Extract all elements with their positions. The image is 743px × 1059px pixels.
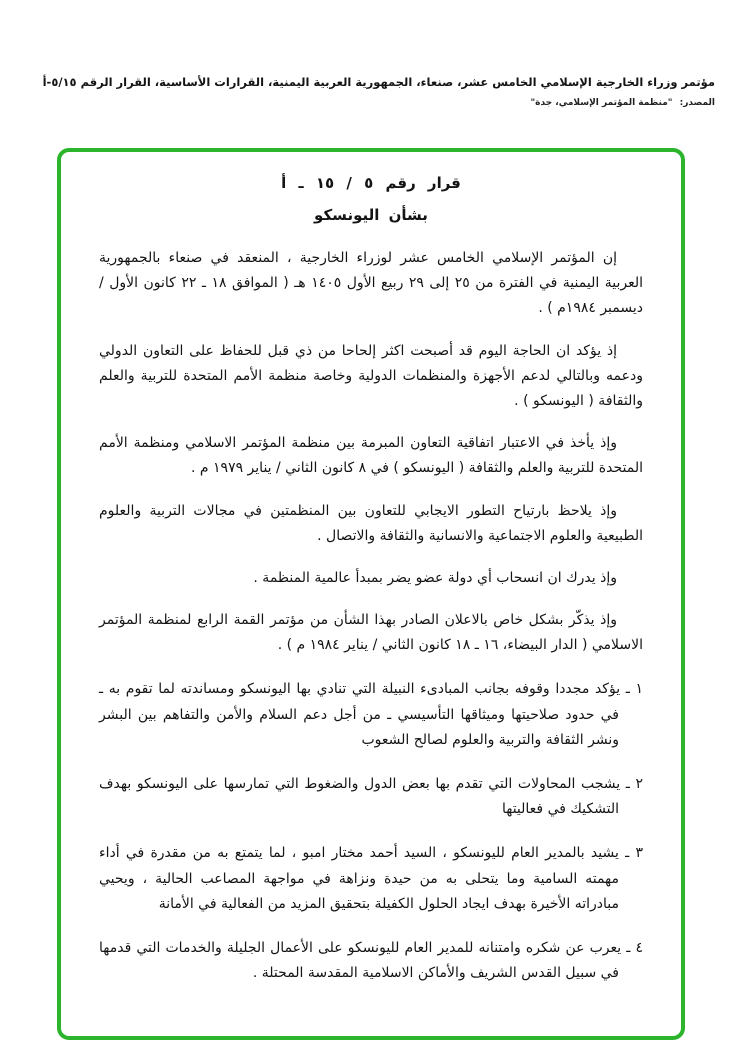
document-source-line bbox=[28, 98, 715, 108]
document-header bbox=[28, 74, 715, 108]
operative-item: ٤ ـ يعرب عن شكره وامتنانه للمدير العام لليونسكو على الأعمال الجليلة والخدمات التي قدمها في سبيل القدس الشريف والأماكن الاسلامية المقدسة المحتلة . bbox=[99, 939, 643, 982]
operative-item: ٢ ـ يشجب المحاولات التي تقدم بها بعض الدول والضغوط التي تمارسها على اليونسكو بهدف التشكيك في فعاليتها bbox=[99, 776, 643, 818]
operative-item: ٣ ـ يشيد بالمدير العام لليونسكو ، السيد أحمد مختار امبو ، لما يتمتع به من مقدرة في أداء مهمته السامية وما يتحلى به من حيدة ونزاهة في مواجهة المصاعب الحالية ، ويحيي مبادراته الأخيرة بهدف ايجاد الحلول الكفيلة بتحقيق المزيد من الفعالية في الأمانة bbox=[99, 845, 643, 912]
resolution-subject-title: بشأن اليونسكو bbox=[314, 206, 428, 224]
preamble-paragraph: إذ يؤكد ان الحاجة اليوم قد أصبحت اكثر إلحاحا من ذي قبل للحفاظ على التعاون الدولي ودعمه وبالتالي لدعم الأجهزة والمنظمات الدولية وخاصة منظمة الأمم المتحدة للتربية والعلم والثقافة ( اليونسكو ) . bbox=[99, 342, 643, 409]
preamble-paragraph: وإذ يذكّر بشكل خاص بالاعلان الصادر بهذا الشأن من مؤتمر القمة الرابع لمنظمة المؤتمر الاسلامي ( الدار البيضاء، ١٦ ـ ١٨ كانون الثاني / يناير ١٩٨٤ م ) . bbox=[99, 612, 643, 654]
source-label: المصدر: bbox=[679, 98, 715, 109]
preamble-paragraph: وإذ يأخذ في الاعتبار اتفاقية التعاون المبرمة بين منظمة المؤتمر الاسلامي ومنظمة الأمم المتحدة للتربية والعلم والثقافة ( اليونسكو ) في ٨ كانون الثاني / يناير ١٩٧٩ م . bbox=[99, 435, 643, 477]
preamble-paragraph: وإذ يدرك ان انسحاب أي دولة عضو يضر بمبدأ عالمية المنظمة . bbox=[253, 569, 617, 586]
operative-item: ١ ـ يؤكد مجددا وقوفه بجانب المبادىء النبيلة التي تنادي بها اليونسكو ومساندته لما تقوم به ـ في حدود صلاحيتها وميثاقها التأسيسي ـ من أجل دعم السلام والأمن والتفاهم بين البشر ونشر الثقافة والتربية والعلوم لصالح الشعوب bbox=[99, 681, 643, 748]
document-header-title: مؤتمر وزراء الخارجية الإسلامي الخامس عشر، صنعاء، الجمهورية العربية اليمنية، القرارات الأساسية، القرار الرقم ٥/١٥-أ bbox=[42, 75, 715, 89]
preamble-paragraph: إن المؤتمر الإسلامي الخامس عشر لوزراء الخارجية ، المنعقد في صنعاء بالجمهورية العربية اليمنية في الفترة من ٢٥ إلى ٢٩ ربيع الأول ١٤٠٥ هـ ( الموافق ١٨ ـ ٢٢ كانون الأول / ديسمبر ١٩٨٤م ) . bbox=[99, 250, 643, 317]
source-value: "منظمة المؤتمر الإسلامي، جدة" bbox=[530, 98, 673, 109]
resolution-number-title: قرار رقم ٥ / ١٥ ـ أ bbox=[281, 174, 461, 192]
resolution-frame bbox=[57, 148, 685, 1040]
preamble-paragraph: وإذ يلاحظ بارتياح التطور الايجابي للتعاون بين المنظمتين في مجالات التربية والعلوم الطبيعية والعلوم الاجتماعية والانسانية والثقافة والاتصال . bbox=[99, 502, 643, 544]
